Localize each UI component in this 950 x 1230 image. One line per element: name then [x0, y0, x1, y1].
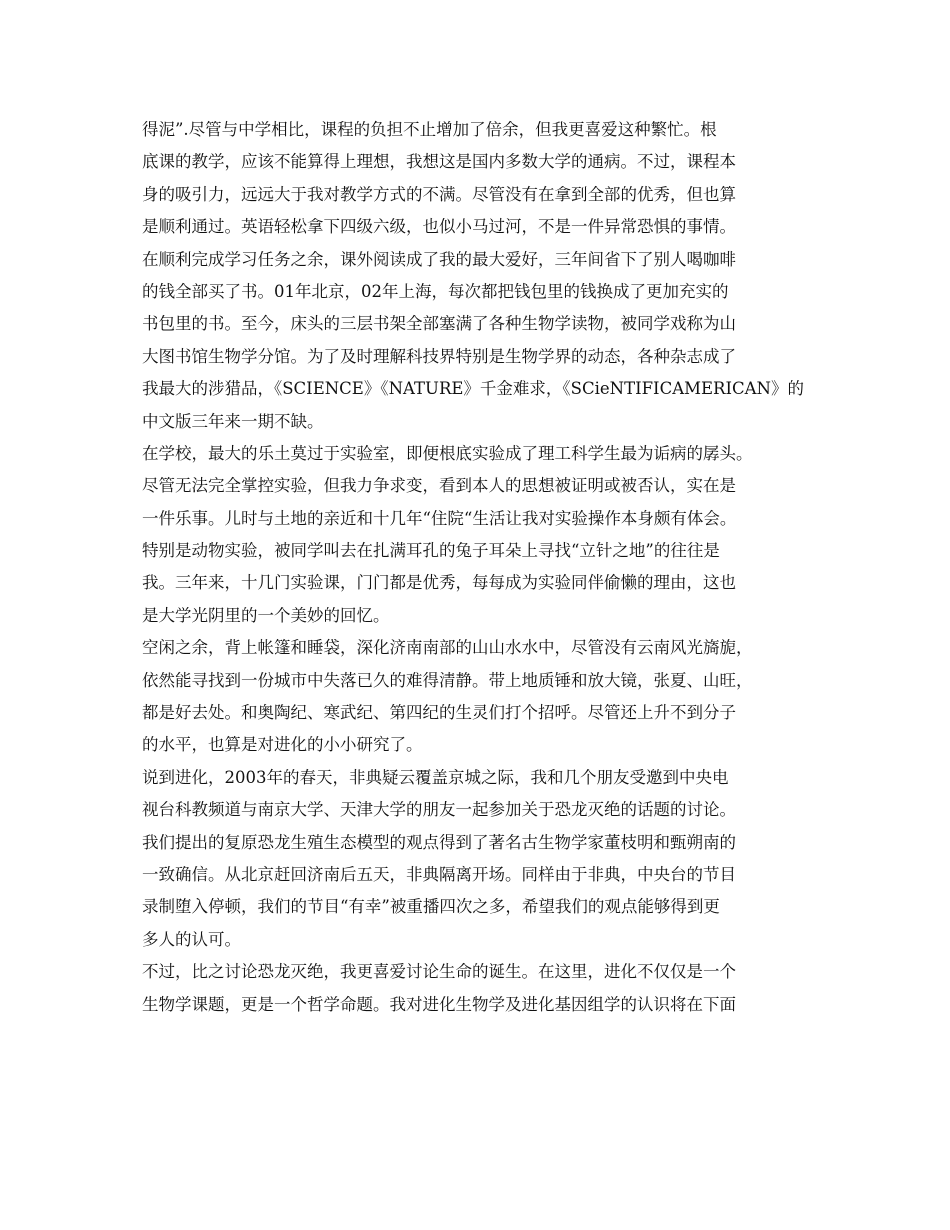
text-line: 不过，比之讨论恐龙灭绝，我更喜爱讨论生命的诞生。在这里，进化不仅仅是一个: [142, 962, 736, 982]
text-line: 特别是动物实验，被同学叫去在扎满耳孔的兔子耳朵上寻找“立针之地”的往往是: [142, 541, 720, 561]
text-line: 的钱全部买了书。01年北京，02年上海，每次都把钱包里的钱换成了更加充实的: [142, 281, 729, 301]
document-body: [142, 114, 822, 1021]
text-line: 一件乐事。儿时与土地的亲近和十几年“住院“生活让我对实验操作本身颇有体会。: [142, 508, 737, 528]
text-line: 是大学光阴里的一个美妙的回忆。: [142, 605, 390, 625]
text-line: 我。三年来，十几门实验课，门门都是优秀，每每成为实验同伴偷懒的理由，这也: [142, 573, 736, 593]
text-line: 的水平，也算是对进化的小小研究了。: [142, 735, 423, 755]
text-line: 尽管无法完全掌控实验，但我力争求变，看到本人的思想被证明或被否认，实在是: [142, 476, 736, 496]
text-line: 说到进化，2003年的春天，非典疑云覆盖京城之际，我和几个朋友受邀到中央电: [142, 767, 729, 787]
text-line: 都是好去处。和奥陶纪、寒武纪、第四纪的生灵们打个招呼。尽管还上升不到分子: [142, 703, 736, 723]
text-line: 依然能寻找到一份城市中失落已久的难得清静。带上地质锤和放大镜，张夏、山旺，: [142, 670, 753, 690]
text-line: 多人的认可。: [142, 929, 241, 949]
text-line: 视台科教频道与南京大学、天津大学的朋友一起参加关于恐龙灭绝的话题的讨论。: [142, 800, 736, 820]
text-line: 书包里的书。至今，床头的三层书架全部塞满了各种生物学读物，被同学戏称为山: [142, 314, 736, 334]
text-line: 在学校，最大的乐土莫过于实验室，即便根底实验成了理工科学生最为诟病的孱头。: [142, 443, 753, 463]
text-line: 底课的教学，应该不能算得上理想，我想这是国内多数大学的通病。不过，课程本: [142, 152, 736, 172]
text-line: 身的吸引力，远远大于我对教学方式的不满。尽管没有在拿到全部的优秀，但也算: [142, 184, 736, 204]
text-line: 在顺利完成学习任务之余，课外阅读成了我的最大爱好，三年间省下了别人喝咖啡: [142, 249, 736, 269]
text-line: 大图书馆生物学分馆。为了及时理解科技界特别是生物学界的动态，各种杂志成了: [142, 346, 736, 366]
text-line: 是顺利通过。英语轻松拿下四级六级，也似小马过河，不是一件异常恐惧的事情。: [142, 217, 736, 237]
text-line: 生物学课题，更是一个哲学命题。我对进化生物学及进化基因组学的认识将在下面: [142, 994, 736, 1014]
text-line: 我最大的涉猎品，《SCIENCE》《NATURE》千金难求，《SCieNTIFICAMERICAN》的: [142, 379, 804, 399]
text-line: 空闲之余，背上帐篷和睡袋，深化济南南部的山山水水中，尽管没有云南风光旖旎，: [142, 638, 753, 658]
text-line: 我们提出的复原恐龙生殖生态模型的观点得到了著名古生物学家董枝明和甄朔南的: [142, 832, 736, 852]
text-line: 一致确信。从北京赶回济南后五天，非典隔离开场。同样由于非典，中央台的节目: [142, 864, 736, 884]
text-line: 录制堕入停顿，我们的节目“有幸”被重播四次之多，希望我们的观点能够得到更: [142, 897, 720, 917]
text-line: 得泥”.尽管与中学相比，课程的负担不止增加了倍余，但我更喜爱这种繁忙。根: [142, 120, 717, 139]
text-line: 中文版三年来一期不缺。: [142, 411, 324, 431]
